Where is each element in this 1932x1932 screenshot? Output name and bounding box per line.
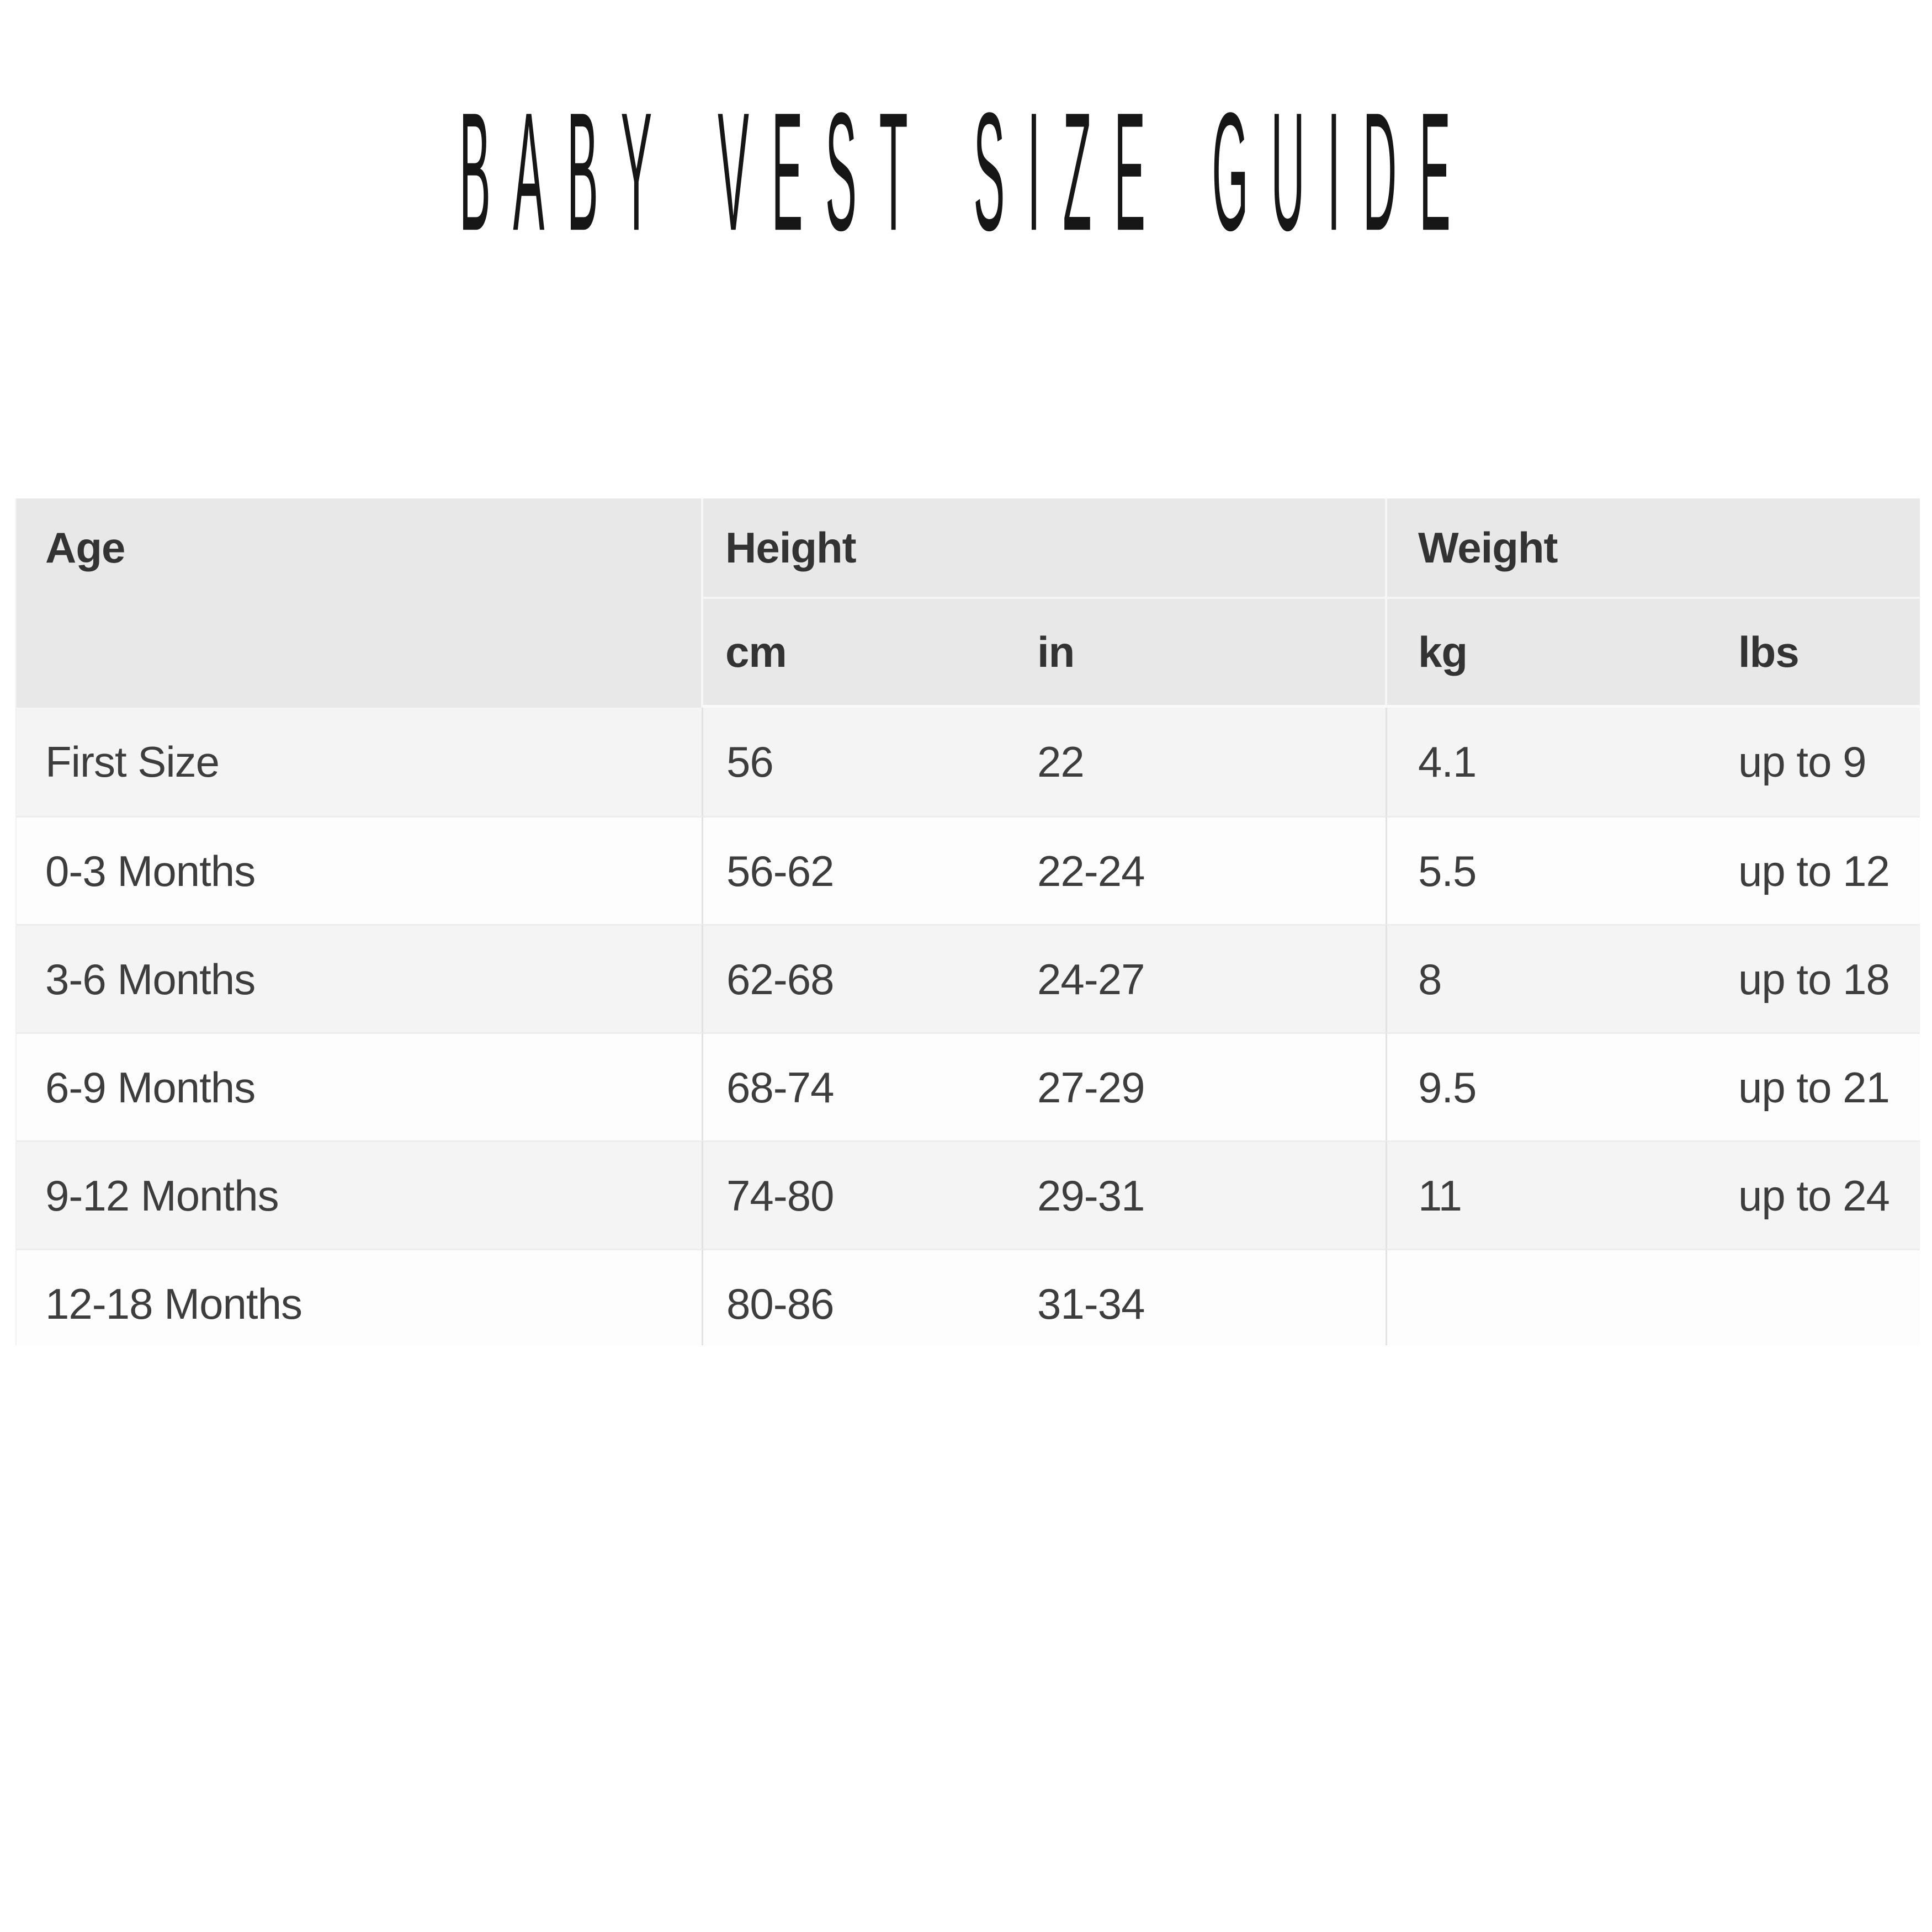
- unit-cell-kg: kg: [1387, 599, 1713, 708]
- cell-height-cm: 56: [726, 737, 773, 786]
- cell-weight-kg: 5.5: [1387, 816, 1713, 924]
- table-row: [17, 924, 1920, 1032]
- table-row: [17, 708, 1920, 816]
- page-title: [0, 78, 1932, 267]
- unit-cell-cm: cm: [703, 599, 1012, 708]
- cell-height-cm: 56-62: [703, 816, 1012, 924]
- cell-height-cm: 80-86: [703, 1249, 1012, 1345]
- cell-height-in: 31-34: [1012, 1249, 1387, 1345]
- cell-weight-lbs: up to 18: [1713, 924, 1920, 1032]
- cell-age: First Size: [17, 708, 703, 816]
- cell-height-in: 22-24: [1012, 816, 1387, 924]
- table-header: [17, 498, 1920, 708]
- cell-weight-kg: [1387, 1249, 1713, 1345]
- table-row: [17, 1140, 1920, 1249]
- cell-height-in: 22: [1012, 708, 1387, 816]
- size-guide-table-container: [15, 498, 1920, 1345]
- cell-height-in: 29-31: [1012, 1140, 1387, 1249]
- header-group-row: [17, 498, 1920, 599]
- cell-weight-lbs: [1713, 1249, 1920, 1345]
- page-title-text: BABY VEST SIZE GUIDE: [459, 78, 1473, 267]
- cell-weight-kg: 4.1: [1418, 737, 1477, 786]
- cell-weight-lbs: up to 9: [1738, 737, 1866, 786]
- table-body: [17, 708, 1920, 1345]
- header-cell-height: Height: [703, 498, 1387, 599]
- cell-height-cm: 62-68: [703, 924, 1012, 1032]
- cell-weight-kg: 9.5: [1387, 1032, 1713, 1140]
- header-cell-age: Age: [17, 498, 703, 708]
- unit-cell-in: in: [1012, 599, 1387, 708]
- table-row: [17, 816, 1920, 924]
- cell-weight-lbs: up to 24: [1713, 1140, 1920, 1249]
- table-row: [17, 1249, 1920, 1345]
- size-guide-table: [17, 498, 1920, 1345]
- cell-height-cm: 68-74: [703, 1032, 1012, 1140]
- cell-weight-kg: 11: [1387, 1140, 1713, 1249]
- cell-weight-lbs: up to 21: [1713, 1032, 1920, 1140]
- cell-age: 0-3 Months: [17, 816, 703, 924]
- cell-height-cm: 74-80: [703, 1140, 1012, 1249]
- cell-age: 12-18 Months: [17, 1249, 703, 1345]
- cell-age: 3-6 Months: [17, 924, 703, 1032]
- cell-weight-kg: 8: [1387, 924, 1713, 1032]
- table-row: [17, 1032, 1920, 1140]
- cell-height-in: 24-27: [1012, 924, 1387, 1032]
- unit-cell-lbs: lbs: [1713, 599, 1920, 708]
- cell-age: 6-9 Months: [17, 1032, 703, 1140]
- cell-age: 9-12 Months: [17, 1140, 703, 1249]
- cell-height-in: 27-29: [1012, 1032, 1387, 1140]
- cell-weight-lbs: up to 12: [1713, 816, 1920, 924]
- header-cell-weight: Weight: [1387, 498, 1920, 599]
